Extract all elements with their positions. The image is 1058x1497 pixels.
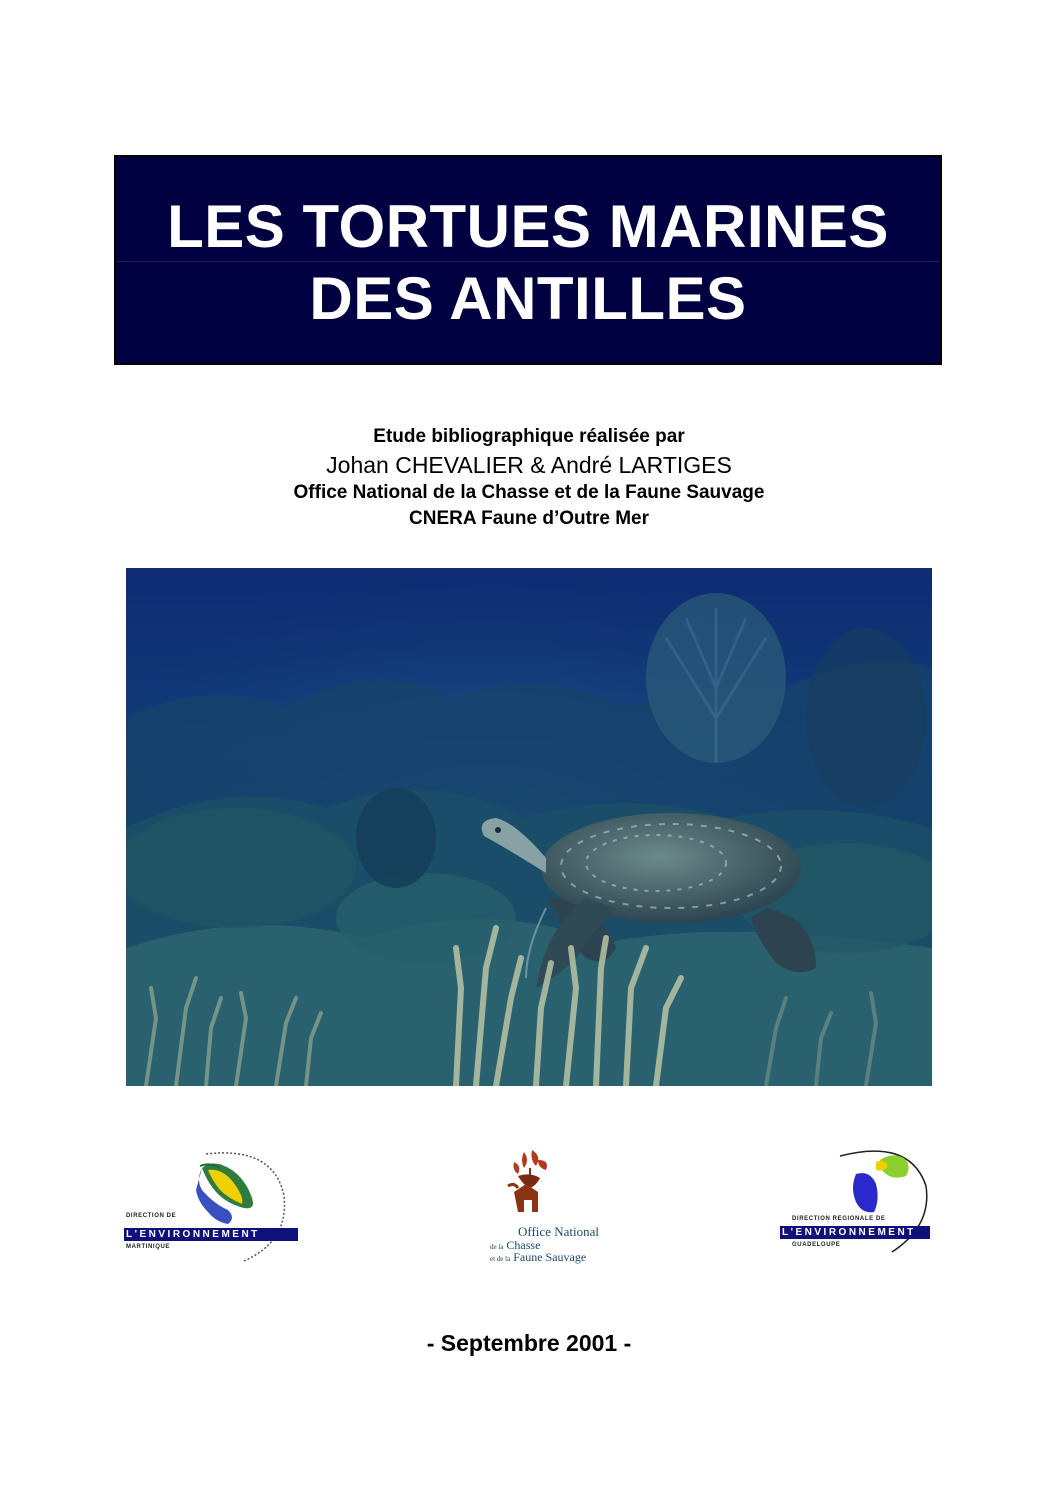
credits-authors: Johan CHEVALIER & André LARTIGES	[326, 452, 732, 478]
logo-middle-line2: de la Chasse	[490, 1238, 541, 1252]
publication-date: - Septembre 2001 -	[426, 1330, 632, 1356]
title-line-1: LES TORTUES MARINES	[167, 193, 889, 260]
logo-diren-guadeloupe	[780, 1146, 932, 1258]
logo-middle-line1: Office National	[518, 1224, 599, 1239]
credits-block	[0, 424, 1058, 532]
logo-left-bottom-text: MARTINIQUE	[126, 1244, 170, 1250]
title-divider	[116, 261, 940, 262]
credits-organisation: Office National de la Chasse et de la Faune Sauvage	[293, 482, 765, 503]
cover-photo-sea-turtle	[126, 568, 932, 1086]
logo-left-band: L'ENVIRONNEMENT	[124, 1228, 298, 1241]
title-banner	[114, 155, 942, 365]
logo-middle-line3: et de la Faune Sauvage	[490, 1250, 587, 1264]
logo-left-top-text: DIRECTION DE	[126, 1213, 177, 1219]
logo-diren-martinique	[124, 1146, 304, 1268]
credits-intro: Etude bibliographique réalisée par	[373, 426, 685, 447]
credits-unit: CNERA Faune d’Outre Mer	[409, 508, 649, 529]
logo-right-bottom-text: GUADELOUPE	[792, 1242, 841, 1248]
logo-oncfs	[484, 1146, 606, 1268]
logo-right-top-text: DIRECTION REGIONALE DE	[792, 1216, 886, 1222]
title-line-2: DES ANTILLES	[309, 265, 747, 332]
logo-right-band: L'ENVIRONNEMENT	[780, 1226, 930, 1239]
